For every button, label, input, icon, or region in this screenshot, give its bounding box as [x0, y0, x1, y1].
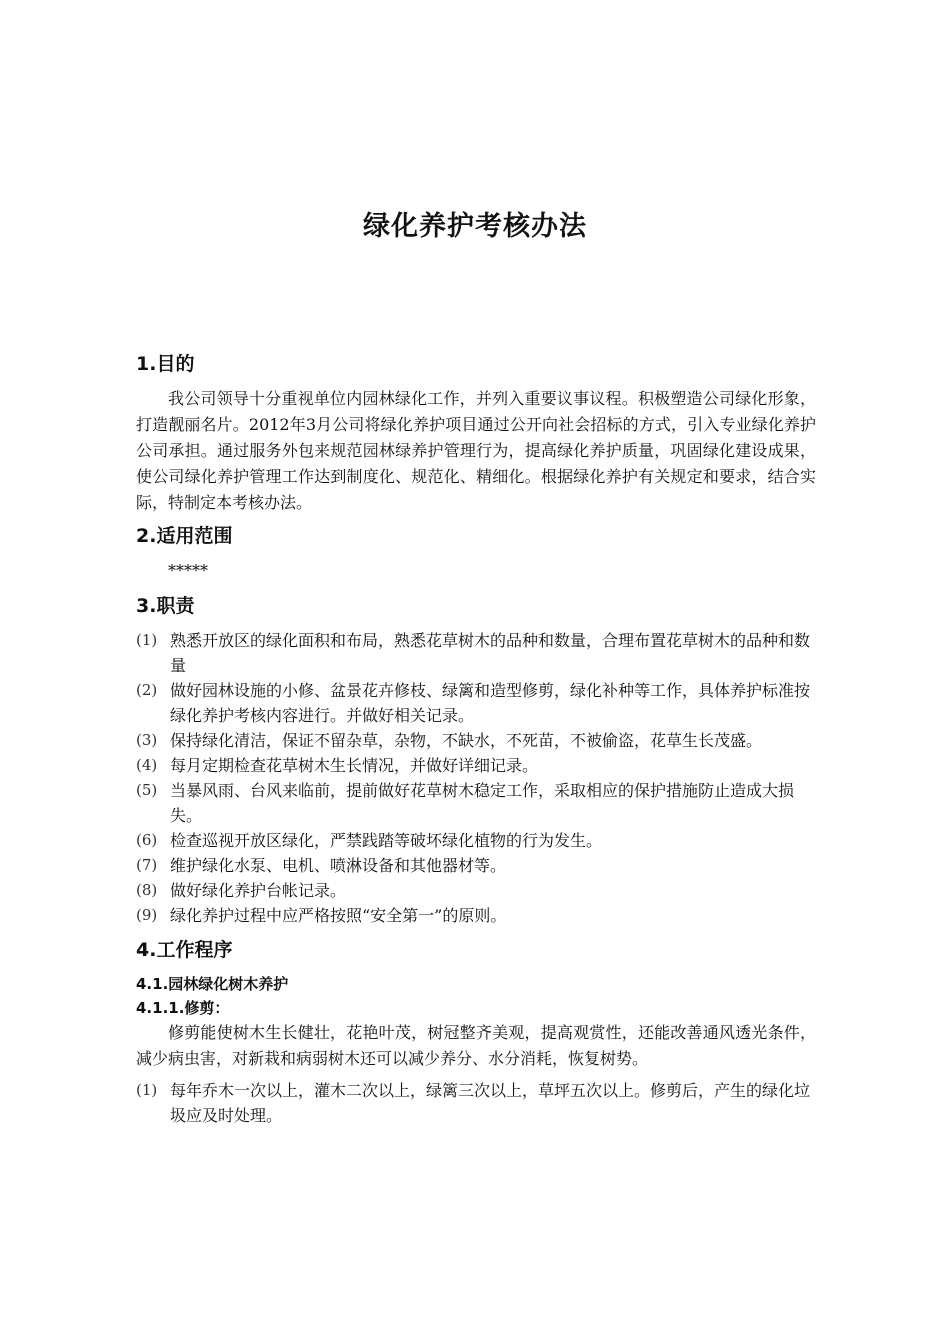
list-item: [136, 828, 816, 853]
item-text: 检查巡视开放区绿化，严禁践踏等破坏绿化植物的行为发生。: [170, 831, 603, 850]
item-text: 维护绿化水泵、电机、喷淋设备和其他器材等。: [170, 856, 507, 875]
section-heading: 4.工作程序: [136, 939, 233, 961]
section-paragraph: 我公司领导十分重视单位内园林绿化工作，并列入重要议事议程。积极塑造公司绿化形象，打造靓丽名片。2012年3月公司将绿化养护项目通过公开向社会招标的方式，引入专业绿化养护公司承担。通过服务外包来规范园林绿养护管理行为，提高绿化养护质量，巩固绿化建设成果，使公司绿化养护管理工作达到制度化、规范化、精细化。根据绿化养护有关规定和要求，结合实际，特制定本考核办法。: [136, 389, 816, 512]
list-item: [136, 903, 816, 928]
item-text: 每月定期检查花草树木生长情况，并做好详细记录。: [170, 756, 539, 775]
item-number: (9): [136, 906, 158, 924]
list-item: [136, 753, 816, 778]
item-number: (1): [136, 1081, 158, 1099]
item-text: 做好绿化养护台帐记录。: [170, 881, 347, 900]
subsection-heading: 4.1.园林绿化树木养护: [136, 975, 289, 993]
list-item: [136, 778, 816, 828]
list-item: [136, 728, 816, 753]
item-number: (3): [136, 731, 158, 749]
document-body: [136, 350, 816, 1136]
item-text: 熟悉开放区的绿化面积和布局，熟悉花草树木的品种和数量，合理布置花草树木的品种和数量: [170, 631, 811, 675]
subsubsection-heading: 4.1.1.修剪：: [136, 999, 230, 1017]
list-item: [136, 878, 816, 903]
item-number: (6): [136, 831, 158, 849]
item-number: (5): [136, 781, 158, 799]
section-heading: 2.适用范围: [136, 525, 233, 547]
item-text: 保持绿化清洁，保证不留杂草，杂物，不缺水，不死苗，不被偷盗，花草生长茂盛。: [170, 731, 763, 750]
section-scope: [136, 522, 816, 584]
item-text: 每年乔木一次以上，灌木二次以上，绿篱三次以上，草坪五次以上。修剪后，产生的绿化垃圾应及时处理。: [170, 1081, 811, 1125]
section-heading: 1.目的: [136, 353, 195, 375]
section-purpose: [136, 350, 816, 516]
item-number: (2): [136, 681, 158, 699]
list-item: [136, 678, 816, 728]
section-paragraph: 修剪能使树木生长健壮，花艳叶茂，树冠整齐美观，提高观赏性，还能改善通风透光条件，减少病虫害，对新栽和病弱树木还可以减少养分、水分消耗，恢复树势。: [136, 1023, 816, 1068]
item-number: (4): [136, 756, 158, 774]
item-number: (7): [136, 856, 158, 874]
item-number: (8): [136, 881, 158, 899]
item-text: 当暴风雨、台风来临前，提前做好花草树木稳定工作，采取相应的保护措施防止造成大损失。: [170, 781, 795, 825]
duty-list: [136, 628, 816, 928]
section-duties: [136, 592, 816, 928]
item-text: 做好园林设施的小修、盆景花卉修枝、绿篱和造型修剪，绿化补种等工作，具体养护标准按绿化养护考核内容进行。并做好相关记录。: [170, 681, 811, 725]
pruning-list: [136, 1078, 816, 1128]
section-procedure: [136, 936, 816, 1128]
section-heading: 3.职责: [136, 595, 195, 617]
list-item: [136, 628, 816, 678]
list-item: [136, 1078, 816, 1128]
item-number: (1): [136, 631, 158, 649]
document-title: 绿化养护考核办法: [363, 211, 587, 242]
list-item: [136, 853, 816, 878]
item-text: 绿化养护过程中应严格按照“安全第一”的原则。: [170, 906, 507, 925]
section-text: *****: [168, 561, 208, 580]
